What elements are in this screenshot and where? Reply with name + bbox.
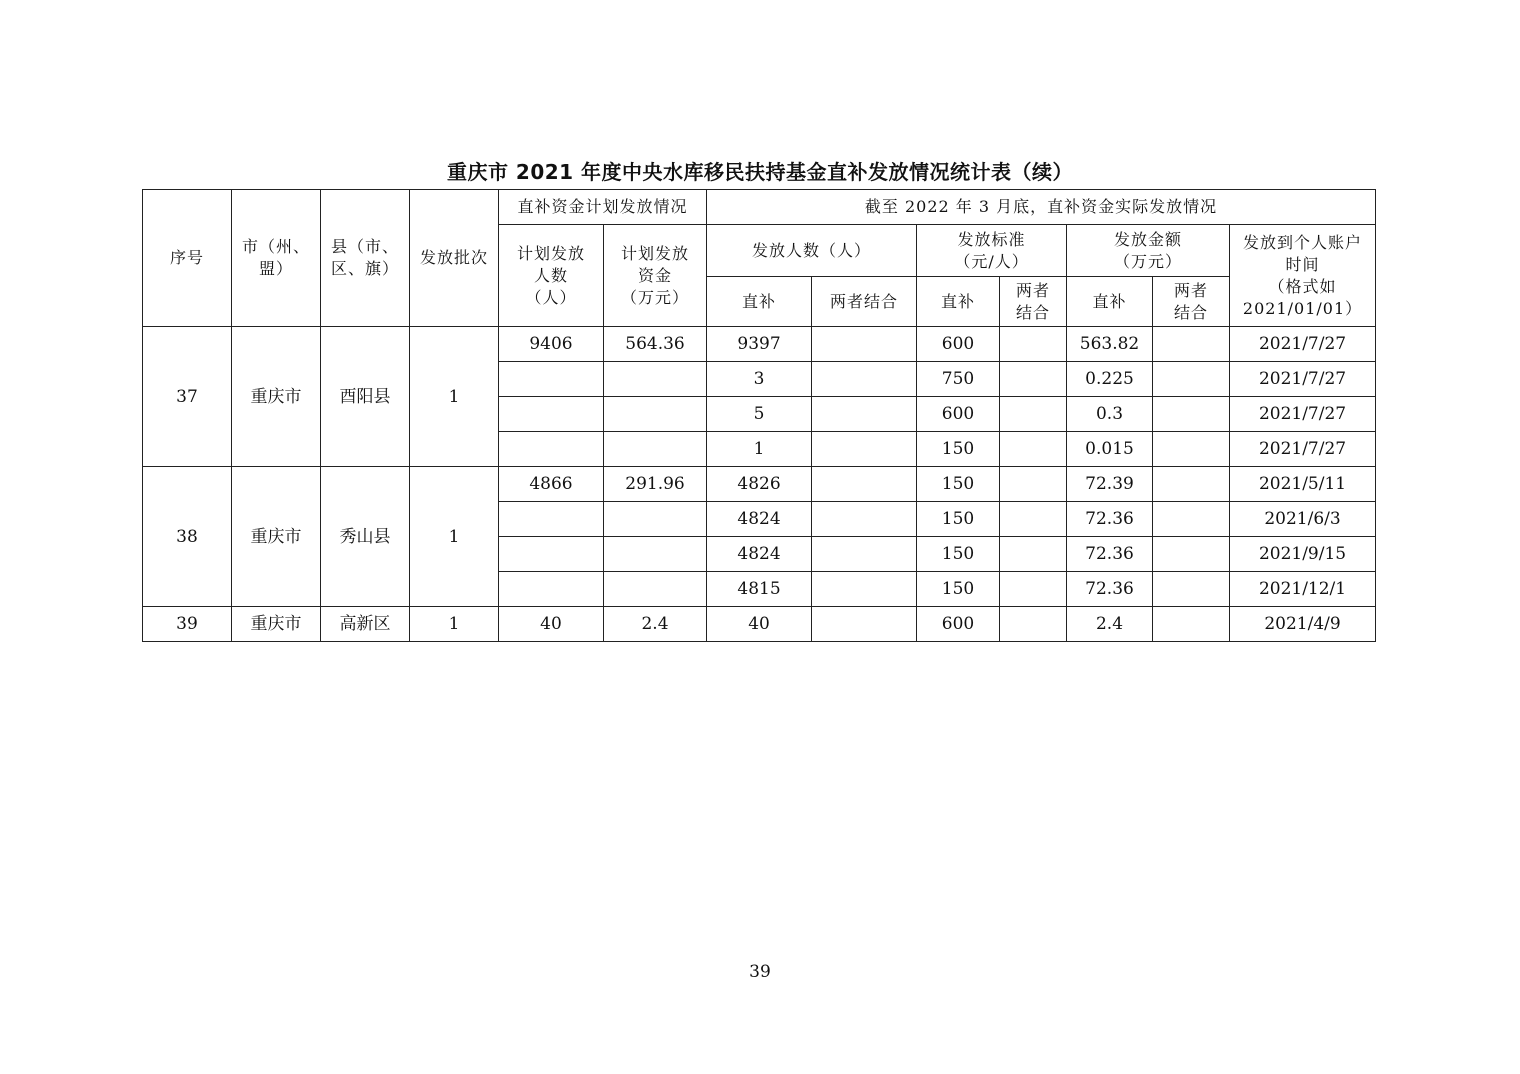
people-direct-cell: 40	[707, 607, 812, 642]
std-combined-cell	[1000, 362, 1067, 397]
header-county: 县（市、 区、旗）	[321, 190, 410, 327]
table-row	[143, 607, 1376, 642]
amt-combined-cell	[1153, 432, 1230, 467]
statistics-table	[142, 189, 1376, 642]
plan-people-cell: 40	[499, 607, 604, 642]
amt-combined-cell	[1153, 362, 1230, 397]
plan-people-cell	[499, 537, 604, 572]
plan-funds-cell: 564.36	[604, 327, 707, 362]
header-std-direct: 直补	[917, 277, 1000, 327]
people-direct-cell: 4824	[707, 537, 812, 572]
std-direct-cell: 600	[917, 607, 1000, 642]
plan-people-cell	[499, 432, 604, 467]
city-cell: 重庆市	[232, 327, 321, 467]
time-cell: 2021/7/27	[1230, 397, 1376, 432]
std-combined-cell	[1000, 572, 1067, 607]
amt-direct-cell: 0.3	[1067, 397, 1153, 432]
header-plan-people: 计划发放 人数 （人）	[499, 225, 604, 327]
amt-direct-cell: 563.82	[1067, 327, 1153, 362]
people-combined-cell	[812, 537, 917, 572]
plan-funds-cell	[604, 537, 707, 572]
std-combined-cell	[1000, 607, 1067, 642]
amt-direct-cell: 72.36	[1067, 537, 1153, 572]
time-cell: 2021/7/27	[1230, 362, 1376, 397]
std-combined-cell	[1000, 502, 1067, 537]
amt-combined-cell	[1153, 572, 1230, 607]
header-standard: 发放标准 （元/人）	[917, 225, 1067, 277]
batch-cell: 1	[410, 607, 499, 642]
header-actual-group: 截至 2022 年 3 月底，直补资金实际发放情况	[707, 190, 1376, 225]
people-combined-cell	[812, 572, 917, 607]
header-std-combined: 两者 结合	[1000, 277, 1067, 327]
amt-combined-cell	[1153, 327, 1230, 362]
time-cell: 2021/9/15	[1230, 537, 1376, 572]
table-row	[143, 327, 1376, 362]
people-direct-cell: 4815	[707, 572, 812, 607]
time-cell: 2021/5/11	[1230, 467, 1376, 502]
amt-direct-cell: 72.39	[1067, 467, 1153, 502]
header-people-direct: 直补	[707, 277, 812, 327]
people-direct-cell: 4824	[707, 502, 812, 537]
std-combined-cell	[1000, 327, 1067, 362]
plan-people-cell	[499, 362, 604, 397]
plan-funds-cell	[604, 397, 707, 432]
amt-combined-cell	[1153, 397, 1230, 432]
std-direct-cell: 150	[917, 572, 1000, 607]
plan-funds-cell: 2.4	[604, 607, 707, 642]
county-cell: 酉阳县	[321, 327, 410, 467]
plan-funds-cell	[604, 572, 707, 607]
std-direct-cell: 750	[917, 362, 1000, 397]
header-city: 市（州、 盟）	[232, 190, 321, 327]
amt-direct-cell: 72.36	[1067, 572, 1153, 607]
amt-combined-cell	[1153, 502, 1230, 537]
seq-cell: 38	[143, 467, 232, 607]
plan-funds-cell	[604, 362, 707, 397]
std-direct-cell: 600	[917, 327, 1000, 362]
table-header	[143, 190, 1376, 327]
std-combined-cell	[1000, 397, 1067, 432]
header-time: 发放到个人账户 时间 （格式如 2021/01/01）	[1230, 225, 1376, 327]
header-people-combined: 两者结合	[812, 277, 917, 327]
county-cell: 高新区	[321, 607, 410, 642]
amt-combined-cell	[1153, 467, 1230, 502]
plan-people-cell	[499, 397, 604, 432]
plan-people-cell: 9406	[499, 327, 604, 362]
table-title: 重庆市 2021 年度中央水库移民扶持基金直补发放情况统计表（续）	[446, 160, 1074, 184]
people-combined-cell	[812, 432, 917, 467]
time-cell: 2021/12/1	[1230, 572, 1376, 607]
batch-cell: 1	[410, 327, 499, 467]
amt-combined-cell	[1153, 537, 1230, 572]
std-combined-cell	[1000, 467, 1067, 502]
plan-people-cell	[499, 502, 604, 537]
header-batch: 发放批次	[410, 190, 499, 327]
plan-funds-cell: 291.96	[604, 467, 707, 502]
seq-cell: 39	[143, 607, 232, 642]
city-cell: 重庆市	[232, 467, 321, 607]
people-direct-cell: 4826	[707, 467, 812, 502]
table-body	[143, 327, 1376, 642]
amt-direct-cell: 0.015	[1067, 432, 1153, 467]
people-combined-cell	[812, 362, 917, 397]
people-combined-cell	[812, 467, 917, 502]
page-number: 39	[749, 962, 771, 982]
std-direct-cell: 150	[917, 502, 1000, 537]
people-direct-cell: 3	[707, 362, 812, 397]
std-direct-cell: 150	[917, 432, 1000, 467]
header-plan-group: 直补资金计划发放情况	[499, 190, 707, 225]
seq-cell: 37	[143, 327, 232, 467]
time-cell: 2021/4/9	[1230, 607, 1376, 642]
time-cell: 2021/6/3	[1230, 502, 1376, 537]
plan-people-cell	[499, 572, 604, 607]
batch-cell: 1	[410, 467, 499, 607]
people-combined-cell	[812, 327, 917, 362]
people-combined-cell	[812, 607, 917, 642]
plan-funds-cell	[604, 432, 707, 467]
time-cell: 2021/7/27	[1230, 432, 1376, 467]
city-cell: 重庆市	[232, 607, 321, 642]
amt-combined-cell	[1153, 607, 1230, 642]
header-plan-funds: 计划发放 资金 （万元）	[604, 225, 707, 327]
std-direct-cell: 150	[917, 467, 1000, 502]
people-combined-cell	[812, 397, 917, 432]
people-combined-cell	[812, 502, 917, 537]
amt-direct-cell: 2.4	[1067, 607, 1153, 642]
header-amount: 发放金额 （万元）	[1067, 225, 1230, 277]
std-combined-cell	[1000, 432, 1067, 467]
time-cell: 2021/7/27	[1230, 327, 1376, 362]
people-direct-cell: 9397	[707, 327, 812, 362]
county-cell: 秀山县	[321, 467, 410, 607]
header-people-count: 发放人数（人）	[707, 225, 917, 277]
plan-people-cell: 4866	[499, 467, 604, 502]
std-direct-cell: 600	[917, 397, 1000, 432]
people-direct-cell: 1	[707, 432, 812, 467]
table-row	[143, 467, 1376, 502]
std-combined-cell	[1000, 537, 1067, 572]
header-amt-direct: 直补	[1067, 277, 1153, 327]
plan-funds-cell	[604, 502, 707, 537]
header-seq: 序号	[143, 190, 232, 327]
amt-direct-cell: 72.36	[1067, 502, 1153, 537]
people-direct-cell: 5	[707, 397, 812, 432]
amt-direct-cell: 0.225	[1067, 362, 1153, 397]
std-direct-cell: 150	[917, 537, 1000, 572]
header-amt-combined: 两者 结合	[1153, 277, 1230, 327]
